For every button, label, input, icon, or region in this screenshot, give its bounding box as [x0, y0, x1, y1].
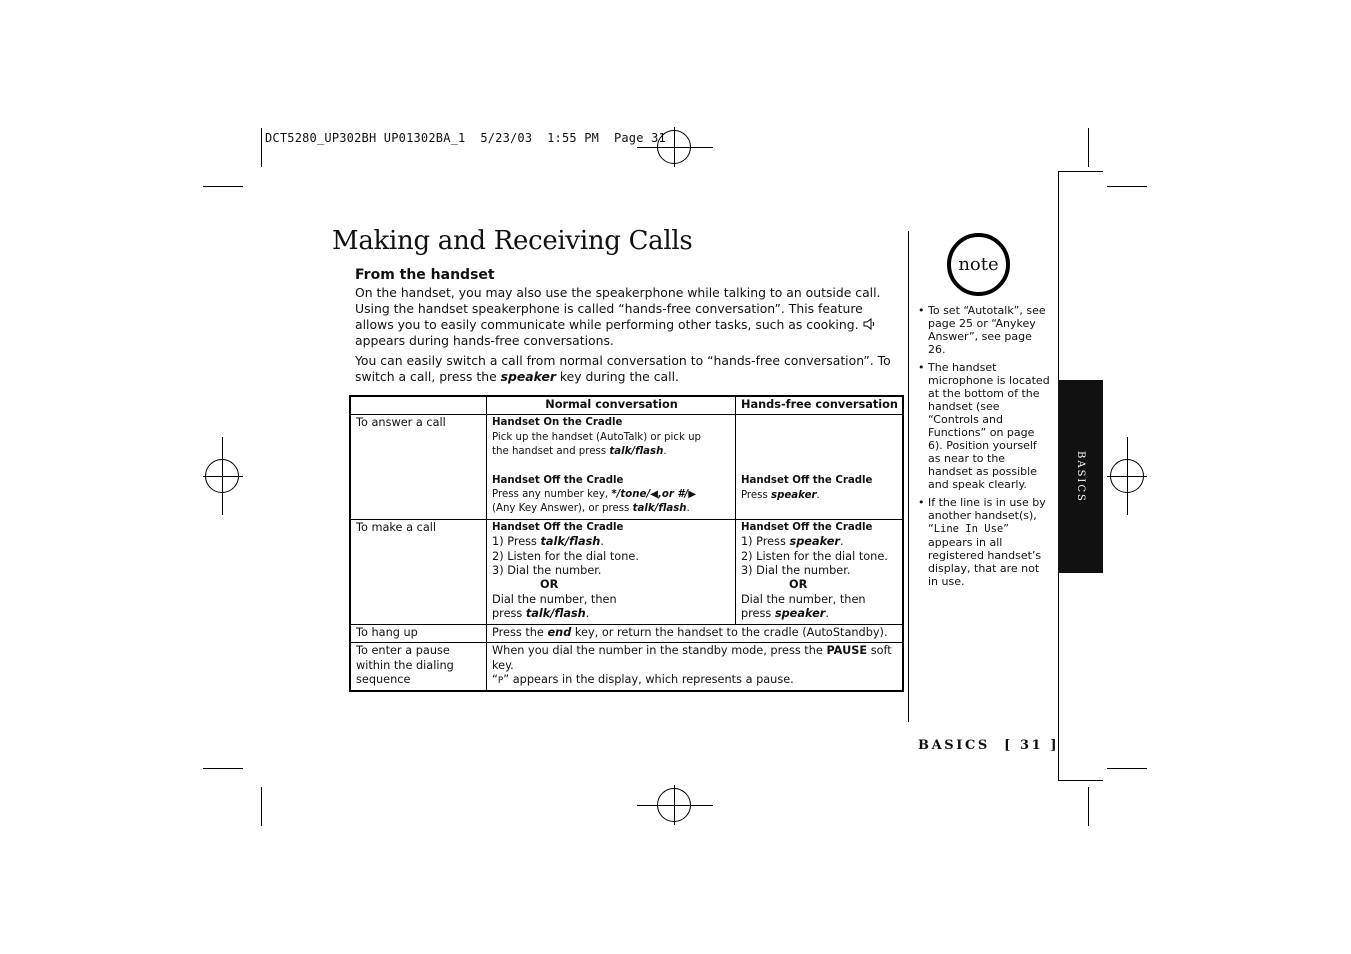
cell-text: 3) Dial the number.	[740, 564, 851, 578]
intro-paragraph	[355, 285, 900, 349]
cell-text: 1) Press speaker.	[740, 535, 844, 549]
pause-glyph: P	[497, 675, 504, 686]
cell-text: the handset and press talk/flash.	[492, 446, 667, 458]
speaker-icon	[862, 318, 876, 330]
crop-mark	[1088, 128, 1089, 167]
crop-mark	[1107, 768, 1147, 769]
registration-mark	[222, 437, 223, 515]
crop-mark	[261, 787, 262, 826]
cell-text: ” appears in the display, which represents a pause.	[503, 672, 794, 686]
key-label: speaker	[789, 535, 840, 549]
registration-mark	[637, 147, 713, 148]
call-table	[349, 395, 904, 692]
key-label: speaker	[774, 607, 826, 621]
column-divider	[908, 231, 909, 722]
cell-text: Press the	[492, 625, 544, 639]
cell-heading: Handset Off the Cradle	[740, 521, 873, 533]
table-header: Hands-free conversation	[735, 396, 903, 415]
intro-text-end: appears during hands-free conversations.	[355, 333, 614, 348]
cell-heading: Handset Off the Cradle	[740, 475, 873, 487]
cell-text: (Any Key Answer), or press	[492, 503, 630, 515]
cell-text: 1) Press	[492, 535, 537, 549]
table-row	[350, 519, 903, 624]
list-item	[918, 496, 1050, 588]
speaker-key-label: speaker	[500, 369, 556, 384]
cell-text: 1) Press talk/flash.	[492, 535, 604, 549]
table-row	[350, 415, 903, 519]
cell-text	[492, 644, 898, 673]
cell-text: the handset and press	[492, 446, 607, 458]
key-label: talk/flash	[632, 503, 687, 515]
cell-text: Press speaker.	[740, 489, 820, 501]
table-cell	[487, 624, 903, 642]
cell-heading: Handset Off the Cradle	[492, 521, 624, 533]
cell-text: press	[740, 607, 772, 621]
registration-mark	[637, 805, 713, 806]
table-cell	[487, 643, 903, 692]
crop-mark	[1107, 186, 1147, 187]
cell-text: Press	[740, 489, 768, 501]
cell-text: Dial the number, then	[492, 592, 617, 606]
section-tab	[1058, 380, 1103, 573]
table-cell	[487, 415, 736, 519]
registration-mark	[203, 476, 243, 477]
list-item: • To set “Autotalk”, see page 25 or “Anykey Answer”, see page 26.	[918, 304, 1050, 356]
switch-paragraph	[355, 353, 900, 385]
cell-text: “	[492, 672, 498, 686]
page-footer: BASICS [ 31 ]	[918, 738, 1060, 753]
cell-text	[492, 673, 898, 688]
cell-text: press speaker.	[740, 607, 829, 621]
table-header	[350, 396, 487, 415]
cell-text: 2) Listen for the dial tone.	[492, 549, 639, 563]
note-text: If the line is in use by another handset(s), “	[928, 496, 1046, 535]
registration-mark	[1127, 437, 1128, 515]
cell-text: key, or return the handset to the cradle (AutoStandby).	[574, 625, 888, 639]
note-text: ” appears in all registered handset’s display, that are not in use.	[928, 522, 1042, 588]
row-label: To hang up	[350, 624, 487, 642]
row-label: To answer a call	[350, 415, 487, 519]
cell-text: soft key.	[492, 644, 892, 672]
cell-heading: Handset On the Cradle	[492, 417, 623, 429]
cell-text: Pick up the handset (AutoTalk) or pick up	[492, 431, 702, 443]
table-cell	[735, 519, 903, 624]
cell-text: When you dial the number in the standby mode, press the	[492, 644, 823, 658]
cell-text: Press any number key,	[492, 489, 609, 501]
table-cell	[735, 415, 903, 519]
crop-mark	[203, 768, 243, 769]
table-row	[350, 624, 903, 642]
spacer	[741, 416, 898, 474]
print-slug: DCT5280_UP302BH UP01302BA_1 5/23/03 1:55 PM Page 31	[265, 131, 666, 145]
cell-text: 3) Dial the number.	[492, 564, 602, 578]
cell-text: 1) Press	[740, 535, 786, 549]
table-cell	[487, 519, 736, 624]
key-label: talk/flash	[540, 535, 601, 549]
cell-text: 2) Listen for the dial tone.	[740, 549, 888, 563]
table-header: Normal conversation	[487, 396, 736, 415]
key-label: */tone/◀,or #/▶	[611, 489, 697, 501]
section-heading: From the handset	[355, 267, 495, 283]
key-label: talk/flash	[525, 607, 586, 621]
key-label: PAUSE	[826, 644, 868, 658]
or-label: OR	[540, 578, 559, 592]
table-row	[350, 643, 903, 692]
key-label: speaker	[771, 489, 817, 501]
switch-text: You can easily switch a call from normal conversation to “hands-free conversation”. To switch a call, press the	[355, 353, 891, 384]
crop-mark	[203, 186, 243, 187]
cell-heading: Handset Off the Cradle	[492, 474, 624, 486]
key-label: talk/flash	[609, 446, 664, 458]
section-tab-label: BASICS	[1075, 450, 1086, 503]
cell-text: Dial the number, then	[740, 592, 866, 606]
registration-mark	[674, 785, 675, 825]
page-title: Making and Receiving Calls	[332, 226, 693, 256]
table-header-row	[350, 396, 903, 415]
row-label: To make a call	[350, 519, 487, 624]
intro-text: On the handset, you may also use the speakerphone while talking to an outside call. Using the handset speakerphone is called “hands-free conversation”. This feature allows you to easily communicate while performing other tasks, such as cooking.	[355, 285, 881, 332]
spacer	[492, 460, 731, 474]
cell-text: (Any Key Answer), or press talk/flash.	[492, 503, 690, 515]
key-label: end	[547, 625, 572, 639]
switch-text-end: key during the call.	[559, 369, 679, 384]
cell-text: press	[492, 607, 523, 621]
note-list	[918, 304, 1050, 593]
list-item: • The handset microphone is located at the bottom of the handset (see “Controls and Functions” on page 6). Position yourself as near to the handset as possible and speak clearly.	[918, 361, 1050, 491]
note-icon: note	[947, 233, 1010, 296]
display-text: Line In Use	[933, 523, 1004, 535]
cell-text: press talk/flash.	[492, 607, 590, 621]
cell-text	[492, 488, 731, 502]
crop-mark	[261, 128, 262, 167]
registration-mark	[674, 127, 675, 167]
crop-mark	[1088, 787, 1089, 826]
or-label: OR	[788, 578, 808, 592]
row-label: To enter a pause within the dialing sequence	[350, 643, 487, 692]
